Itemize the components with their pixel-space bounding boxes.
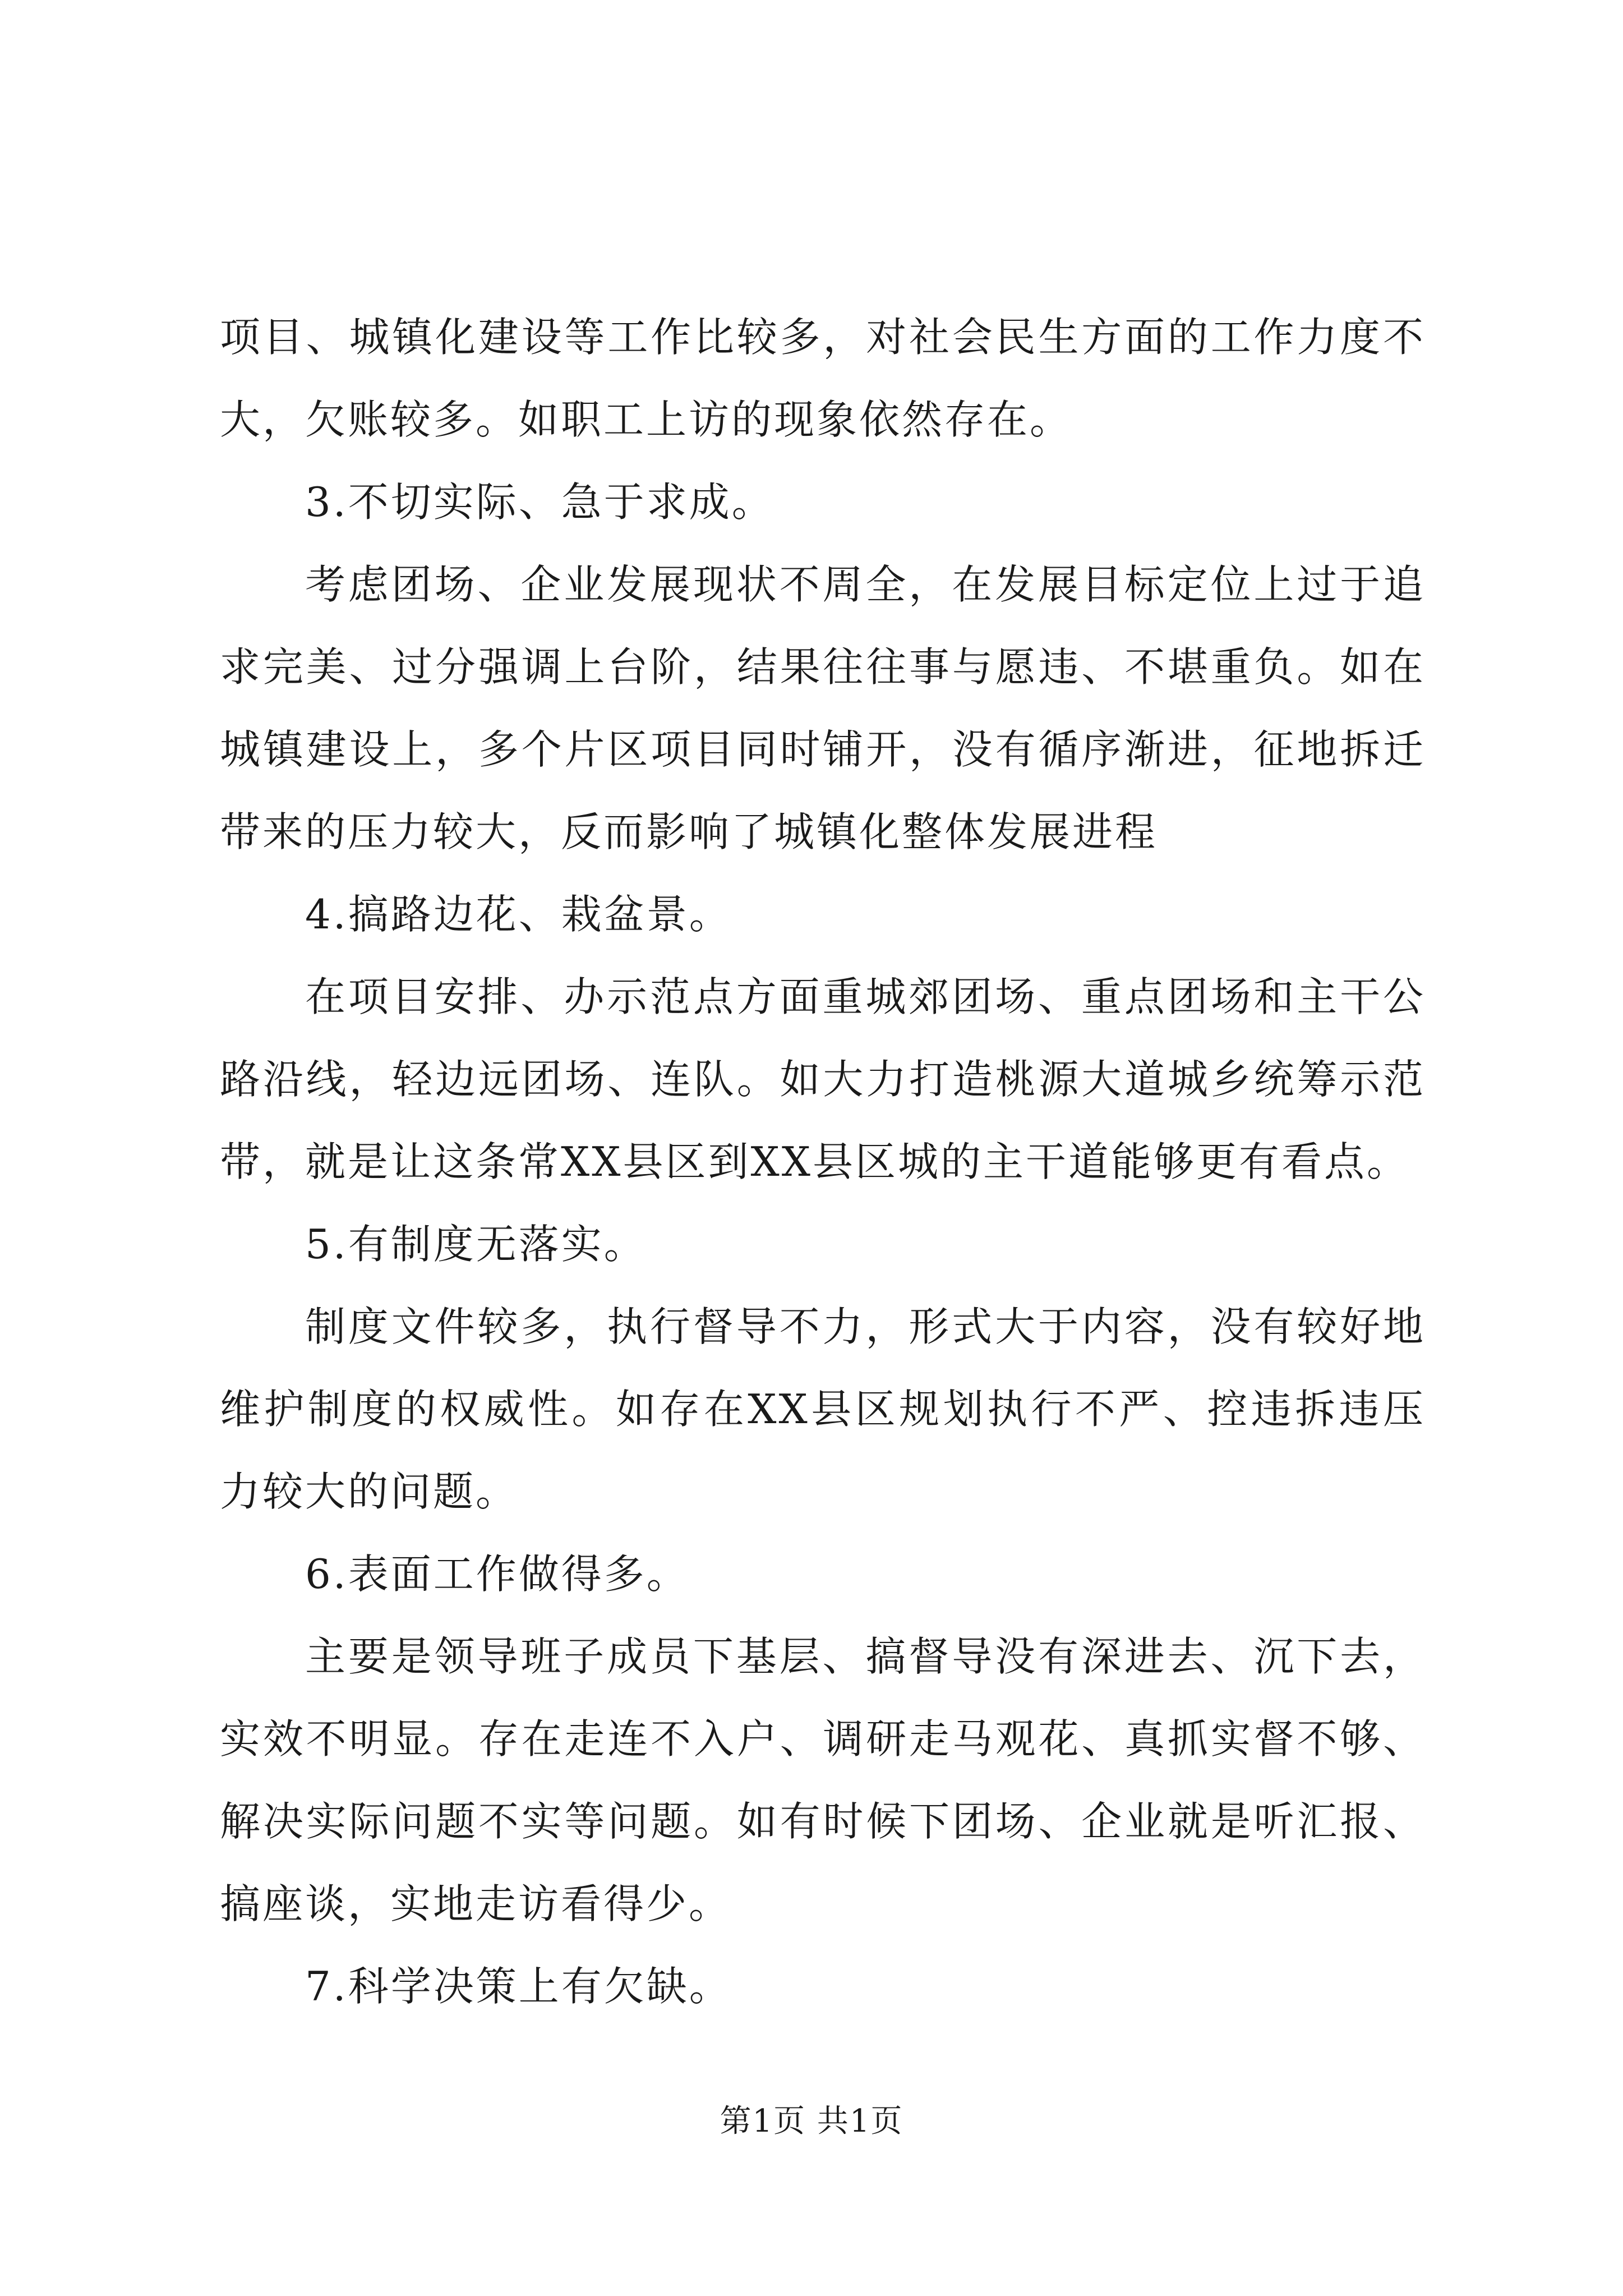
paragraph-continuation: 项目、城镇化建设等工作比较多，对社会民生方面的工作力度不大，欠账较多。如职工上访的现象依然存在。 [220,314,1426,443]
heading-item-7: 7.科学决策上有欠缺。 [305,1963,732,2010]
heading-item-3: 3.不切实际、急于求成。 [305,478,774,526]
heading-item-5: 5.有制度无落实。 [305,1221,647,1268]
paragraph-item-3: 考虑团场、企业发展现状不周全，在发展目标定位上过于追求完美、过分强调上台阶，结果往往事与愿违、不堪重负。如在城镇建设上，多个片区项目同时铺开，没有循序渐进，征地拆迁带来的压力较大，反而影响了城镇化整体发展进程 [220,561,1426,855]
document-body [220,296,1426,2028]
heading-item-6: 6.表面工作做得多。 [305,1550,689,1598]
page-footer [0,2099,1623,2144]
paragraph-item-5: 制度文件较多，执行督导不力，形式大于内容，没有较好地维护制度的权威性。如存在XX县区规划执行不严、控违拆违压力较大的问题。 [220,1303,1426,1515]
page-number-label: 第1页 共1页 [720,2103,903,2139]
heading-item-4: 4.搞路边花、栽盆景。 [305,891,732,938]
paragraph-item-4: 在项目安排、办示范点方面重城郊团场、重点团场和主干公路沿线，轻边远团场、连队。如大力打造桃源大道城乡统筹示范带，就是让这条常XX县区到XX县区城的主干道能够更有看点。 [220,973,1426,1185]
paragraph-item-6: 主要是领导班子成员下基层、搞督导没有深进去、沉下去，实效不明显。存在走连不入户、调研走马观花、真抓实督不够、解决实际问题不实等问题。如有时候下团场、企业就是听汇报、搞座谈，实地走访看得少。 [220,1633,1426,1927]
